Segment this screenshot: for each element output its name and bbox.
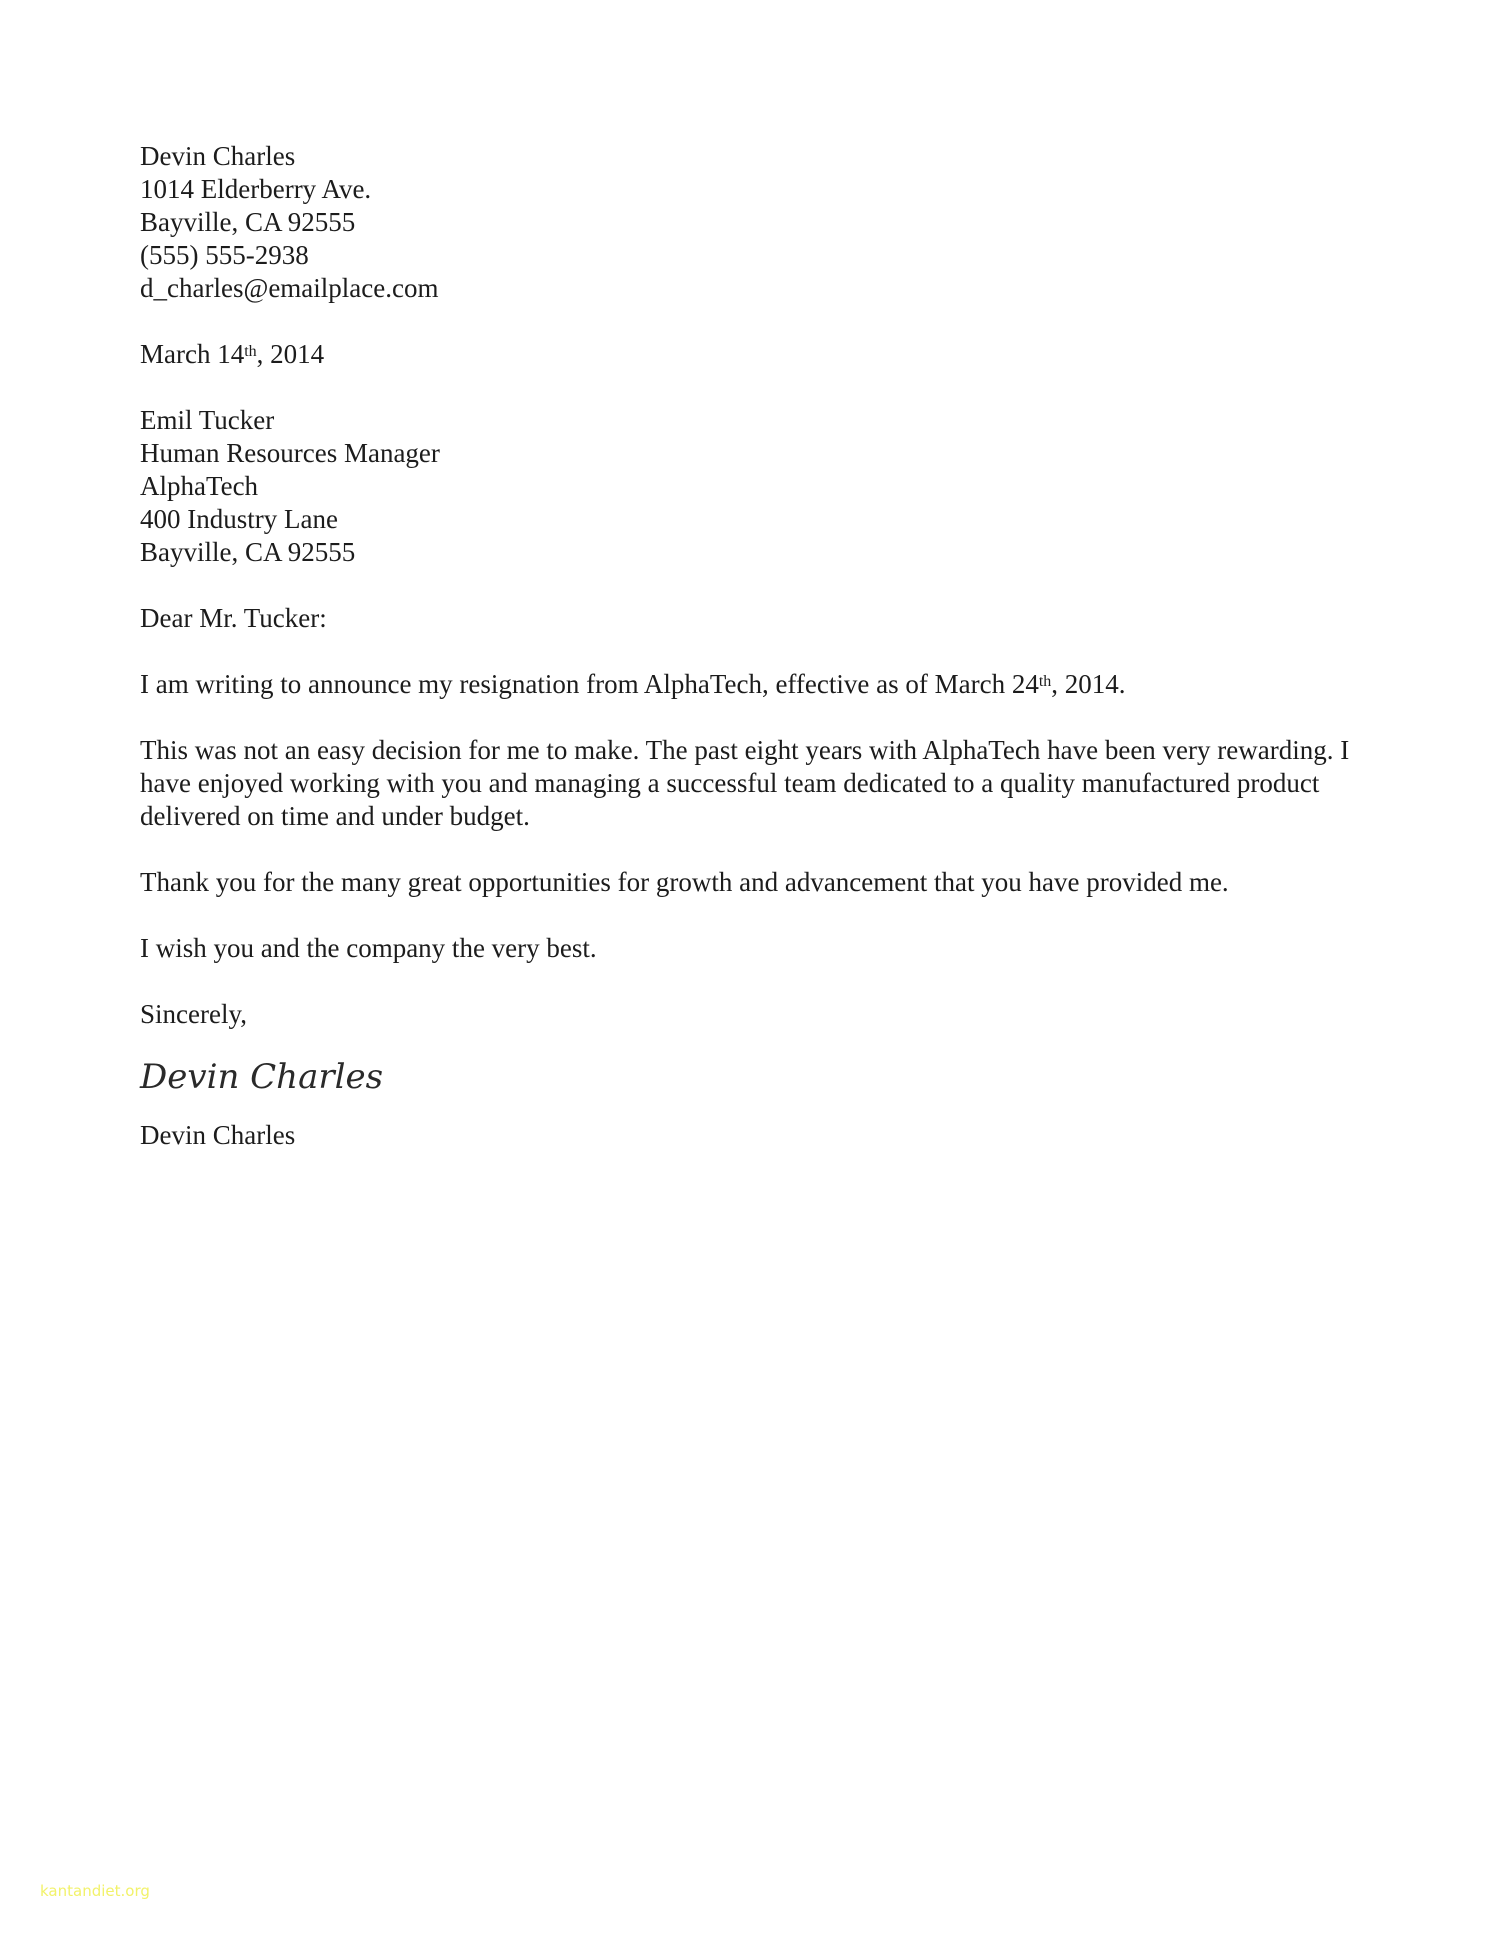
salutation-text: Dear Mr. Tucker: [140, 603, 327, 633]
p4-text: I wish you and the company the very best. [140, 933, 597, 963]
recipient-title: Human Resources Manager [140, 438, 440, 468]
sender-email: d_charles@emailplace.com [140, 273, 439, 303]
signed-name-block [140, 1119, 1360, 1152]
p2-text: This was not an easy decision for me to make. The past eight years with AlphaTech have been very rewarding. I have enjoyed working with you and managing a successful team dedicated to a quality manufactured product delivered on time and under budget. [140, 735, 1350, 831]
recipient-address-block [140, 404, 1360, 569]
recipient-street: 400 Industry Lane [140, 504, 338, 534]
closing-text: Sincerely, [140, 999, 247, 1029]
signed-name: Devin Charles [140, 1120, 296, 1150]
sender-city-state-zip: Bayville, CA 92555 [140, 207, 356, 237]
date-suffix: , 2014 [256, 339, 325, 369]
recipient-city-state-zip: Bayville, CA 92555 [140, 537, 356, 567]
sender-address-block [140, 140, 1360, 305]
body-paragraph-3 [140, 866, 1360, 899]
letter-date [140, 338, 1360, 371]
p1-ordinal: th [1038, 673, 1052, 690]
body-paragraph-1 [140, 668, 1360, 701]
closing [140, 998, 1360, 1031]
body-paragraph-4 [140, 932, 1360, 965]
resignation-letter [140, 140, 1360, 1185]
p1-prefix: I am writing to announce my resignation from AlphaTech, effective as of March 24 [140, 669, 1039, 699]
handwritten-signature: Devin Charles [140, 1057, 384, 1097]
date-prefix: March 14 [140, 339, 245, 369]
body-paragraph-2 [140, 734, 1360, 833]
watermark: kantandiet.org [40, 1882, 150, 1900]
recipient-company: AlphaTech [140, 471, 259, 501]
sender-name: Devin Charles [140, 141, 296, 171]
date-ordinal: th [244, 343, 257, 360]
salutation [140, 602, 1360, 635]
sender-street: 1014 Elderberry Ave. [140, 174, 372, 204]
p1-suffix: , 2014. [1051, 669, 1126, 699]
sender-phone: (555) 555-2938 [140, 240, 309, 270]
recipient-name: Emil Tucker [140, 405, 275, 435]
p3-text: Thank you for the many great opportunities for growth and advancement that you have provided me. [140, 867, 1229, 897]
